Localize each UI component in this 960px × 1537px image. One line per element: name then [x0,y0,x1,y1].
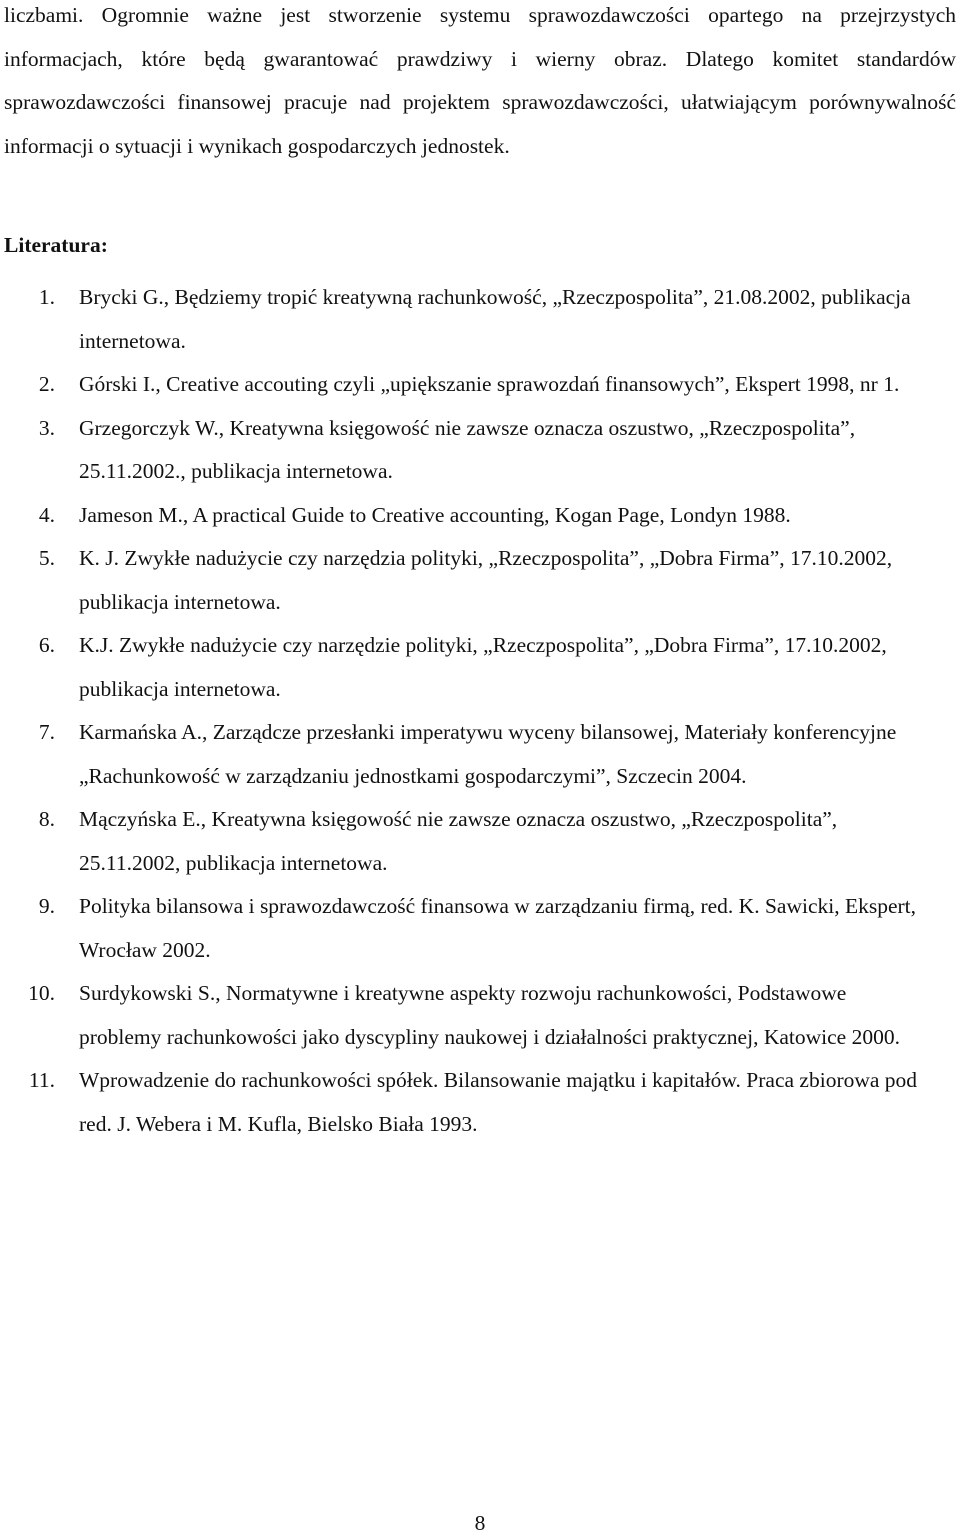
reference-number: 9. [38,894,55,918]
reference-number: 8. [38,807,55,831]
reference-number: 7. [38,720,55,744]
reference-item [0,885,960,972]
reference-number: 2. [38,372,55,396]
reference-text: Surdykowski S., Normatywne i kreatywne aspekty rozwoju rachunkowości, Podstawowe problemy rachunkowości jako dyscypliny naukowej i działalności praktycznej, Katowice 2000. [79,981,900,1049]
reference-text: Górski I., Creative accouting czyli „upiększanie sprawozdań finansowych”, Ekspert 1998, nr 1. [79,372,900,396]
reference-item [0,624,960,711]
reference-item [0,972,960,1059]
reference-text: K. J. Zwykłe nadużycie czy narzędzia polityki, „Rzeczpospolita”, „Dobra Firma”, 17.10.2002, publikacja internetowa. [79,546,893,614]
reference-number: 4. [38,502,55,527]
reference-number: 11. [28,1068,55,1092]
reference-text: Mączyńska E., Kreatywna księgowość nie zawsze oznacza oszustwo, „Rzeczpospolita”, 25.11.2002, publikacja internetowa. [79,807,838,875]
reference-list [0,276,960,1146]
reference-text: Jameson M., A practical Guide to Creative accounting, Kogan Page, Londyn 1988. [79,502,791,527]
reference-item [0,537,960,624]
intro-paragraph: liczbami. Ogromnie ważne jest stworzenie systemu sprawozdawczości opartego na przejrzystych informacjach, które będą gwarantować prawdziwy i wierny obraz. Dlatego komitet standardów sprawozdawczości finansowej pracuje nad projektem sprawozdawczości, ułatwiającym porównywalność informacji o sytuacji i wynikach gospodarczych jednostek. [4,3,956,158]
reference-number: 5. [38,546,55,570]
literature-heading: Literatura: [4,233,108,257]
reference-text: Wprowadzenie do rachunkowości spółek. Bilansowanie majątku i kapitałów. Praca zbiorowa pod red. J. Webera i M. Kufla, Bielsko Biała 1993. [79,1068,918,1136]
reference-text: Grzegorczyk W., Kreatywna księgowość nie zawsze oznacza oszustwo, „Rzeczpospolita”, 25.11.2002., publikacja internetowa. [79,415,856,483]
reference-number: 10. [28,981,55,1005]
page-number: 8 [474,1511,486,1535]
reference-item [0,407,960,494]
reference-item [0,1059,960,1146]
reference-text: K.J. Zwykłe nadużycie czy narzędzie polityki, „Rzeczpospolita”, „Dobra Firma”, 17.10.2002, publikacja internetowa. [79,633,887,701]
reference-text: Brycki G., Będziemy tropić kreatywną rachunkowość, „Rzeczpospolita”, 21.08.2002, publikacja internetowa. [79,285,911,353]
reference-number: 6. [38,633,55,657]
reference-text: Karmańska A., Zarządcze przesłanki imperatywu wyceny bilansowej, Materiały konferencyjne „Rachunkowość w zarządzaniu jednostkami gospodarczymi”, Szczecin 2004. [79,720,897,788]
reference-item [0,711,960,798]
reference-item [0,798,960,885]
reference-item [0,494,960,538]
reference-number: 1. [38,285,55,309]
reference-item [0,363,960,407]
reference-text: Polityka bilansowa i sprawozdawczość finansowa w zarządzaniu firmą, red. K. Sawicki, Ekspert, Wrocław 2002. [79,894,917,962]
reference-item [0,276,960,363]
reference-number: 3. [38,415,55,440]
